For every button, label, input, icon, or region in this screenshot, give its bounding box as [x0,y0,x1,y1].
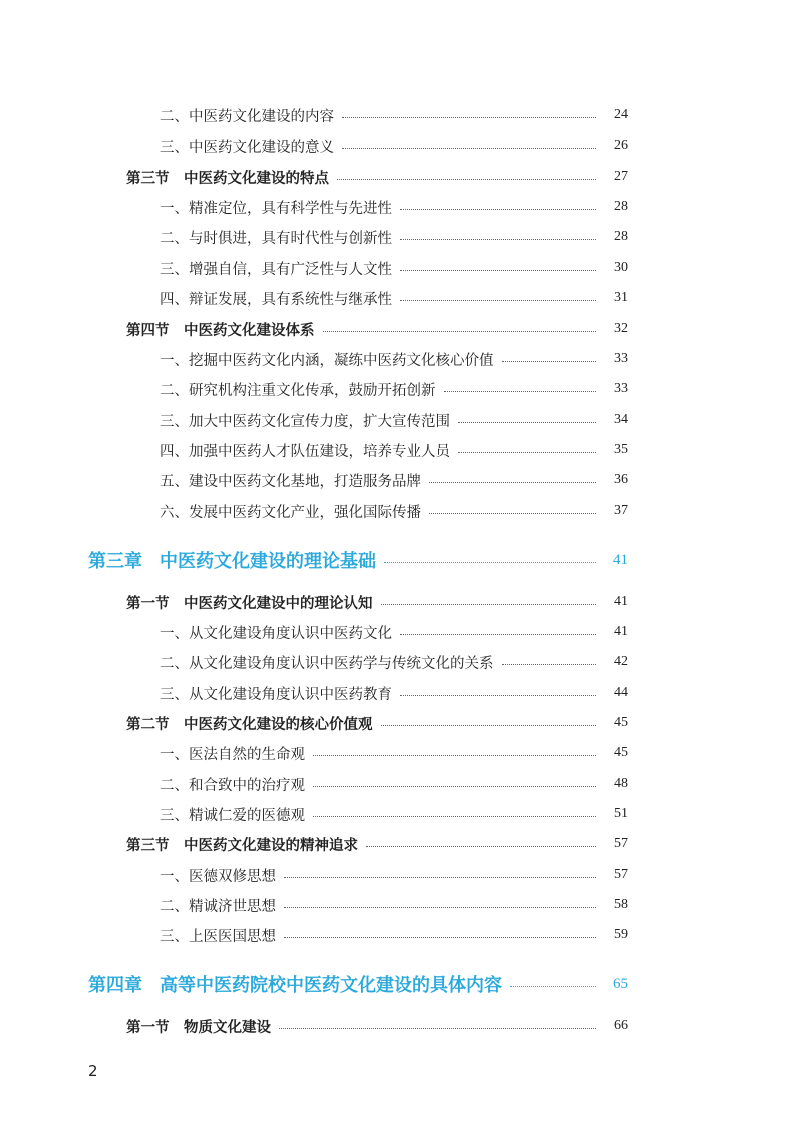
toc-entry-page: 31 [614,290,628,305]
dot-leader [337,179,596,180]
dot-leader [400,209,596,210]
toc-entry[interactable] [160,681,628,705]
toc-entry[interactable] [160,863,628,887]
toc-entry-page: 35 [614,442,628,457]
toc-entry-title: 二、从文化建设角度认识中医药学与传统文化的关系 [160,655,494,672]
toc-entry-title: 一、医德双修思想 [160,868,276,885]
toc-entry[interactable] [160,195,628,219]
toc-entry-title: 三、中医药文化建设的意义 [160,139,334,156]
toc-entry[interactable] [160,408,628,432]
toc-chapter[interactable] [88,546,628,574]
dot-leader [323,331,597,332]
toc-entry[interactable] [160,650,628,674]
dot-leader [366,846,596,847]
toc-entry-page: 33 [614,381,628,396]
toc-entry-page: 26 [614,138,628,153]
toc-entry-title: 六、发展中医药文化产业，强化国际传播 [160,504,421,521]
dot-leader [342,148,596,149]
dot-leader [429,482,596,483]
toc-entry-title: 三、从文化建设角度认识中医药教育 [160,686,392,703]
toc-section[interactable] [126,1014,628,1038]
dot-leader [381,725,597,726]
toc-section-title: 第一节 中医药文化建设中的理论认知 [126,595,373,612]
toc-chapter-title: 第三章 中医药文化建设的理论基础 [88,551,376,572]
toc-section[interactable] [126,317,628,341]
toc-entry-page: 58 [614,897,628,912]
toc-entry-title: 三、增强自信，具有广泛性与人文性 [160,261,392,278]
toc-chapter-page: 65 [613,975,628,992]
toc-section-title: 第一节 物质文化建设 [126,1019,271,1036]
toc-chapter-title: 第四章 高等中医药院校中医药文化建设的具体内容 [88,975,502,996]
toc-section[interactable] [126,590,628,614]
dot-leader [313,786,596,787]
toc-section[interactable] [126,165,628,189]
dot-leader [502,664,597,665]
toc-entry-title: 二、和合致中的治疗观 [160,777,305,794]
toc-entry-title: 四、加强中医药人才队伍建设，培养专业人员 [160,443,450,460]
dot-leader [284,937,596,938]
toc-entry-page: 36 [614,472,628,487]
dot-leader [400,300,596,301]
toc-entry-page: 37 [614,503,628,518]
dot-leader [400,239,596,240]
toc-entry[interactable] [160,377,628,401]
toc-entry[interactable] [160,347,628,371]
toc-entry-title: 五、建设中医药文化基地，打造服务品牌 [160,473,421,490]
dot-leader [502,361,597,362]
dot-leader [458,422,596,423]
toc-entry-page: 51 [614,806,628,821]
toc-entry[interactable] [160,134,628,158]
toc-entry-page: 45 [614,745,628,760]
dot-leader [400,270,596,271]
toc-section-title: 第三节 中医药文化建设的特点 [126,170,329,187]
toc-entry-page: 48 [614,776,628,791]
dot-leader [384,562,596,563]
dot-leader [313,816,596,817]
toc-entry-title: 一、医法自然的生命观 [160,746,305,763]
toc-chapter-page: 41 [613,551,628,568]
toc-entry[interactable] [160,468,628,492]
toc-section-page: 57 [614,836,628,851]
toc-entry-title: 四、辩证发展，具有系统性与继承性 [160,291,392,308]
toc-entry-page: 59 [614,927,628,942]
toc-entry[interactable] [160,103,628,127]
toc-entry[interactable] [160,256,628,280]
toc-entry-title: 一、从文化建设角度认识中医药文化 [160,625,392,642]
page-number: 2 [88,1062,98,1080]
toc-section-page: 27 [614,169,628,184]
dot-leader [284,877,596,878]
toc-section-page: 41 [614,594,628,609]
toc-entry-page: 34 [614,412,628,427]
toc-entry-title: 二、中医药文化建设的内容 [160,108,334,125]
toc-entry-page: 42 [614,654,628,669]
toc-section[interactable] [126,832,628,856]
dot-leader [313,755,596,756]
dot-leader [381,604,597,605]
toc-entry-title: 三、精诚仁爱的医德观 [160,807,305,824]
dot-leader [284,907,596,908]
dot-leader [510,986,596,987]
dot-leader [279,1028,596,1029]
toc-entry[interactable] [160,225,628,249]
toc-entry-title: 三、加大中医药文化宣传力度，扩大宣传范围 [160,413,450,430]
toc-section-page: 32 [614,321,628,336]
toc-entry-title: 二、与时俱进，具有时代性与创新性 [160,230,392,247]
toc-entry[interactable] [160,741,628,765]
dot-leader [342,117,596,118]
toc-section-page: 45 [614,715,628,730]
dot-leader [444,391,597,392]
toc-entry-title: 二、精诚济世思想 [160,898,276,915]
toc-section[interactable] [126,711,628,735]
toc-entry[interactable] [160,286,628,310]
toc-entry[interactable] [160,772,628,796]
dot-leader [400,695,596,696]
toc-entry[interactable] [160,620,628,644]
dot-leader [429,513,596,514]
toc-entry-page: 28 [614,229,628,244]
toc-section-title: 第二节 中医药文化建设的核心价值观 [126,716,373,733]
toc-entry-page: 30 [614,260,628,275]
toc-entry-title: 一、精准定位，具有科学性与先进性 [160,200,392,217]
toc-entry-page: 24 [614,107,628,122]
toc-entry[interactable] [160,438,628,462]
toc-entry-page: 44 [614,685,628,700]
toc-entry[interactable] [160,923,628,947]
toc-entry-title: 三、上医医国思想 [160,928,276,945]
toc-entry[interactable] [160,499,628,523]
toc-chapter[interactable] [88,970,628,998]
toc-entry-title: 一、挖掘中医药文化内涵，凝练中医药文化核心价值 [160,352,494,369]
toc-section-page: 66 [614,1018,628,1033]
toc-entry-page: 57 [614,867,628,882]
toc-entry-page: 33 [614,351,628,366]
dot-leader [458,452,596,453]
toc-entry-page: 41 [614,624,628,639]
toc-entry-page: 28 [614,199,628,214]
toc-entry[interactable] [160,802,628,826]
dot-leader [400,634,596,635]
toc-entry[interactable] [160,893,628,917]
toc-entry-title: 二、研究机构注重文化传承，鼓励开拓创新 [160,382,436,399]
toc-section-title: 第四节 中医药文化建设体系 [126,322,315,339]
toc-section-title: 第三节 中医药文化建设的精神追求 [126,837,358,854]
